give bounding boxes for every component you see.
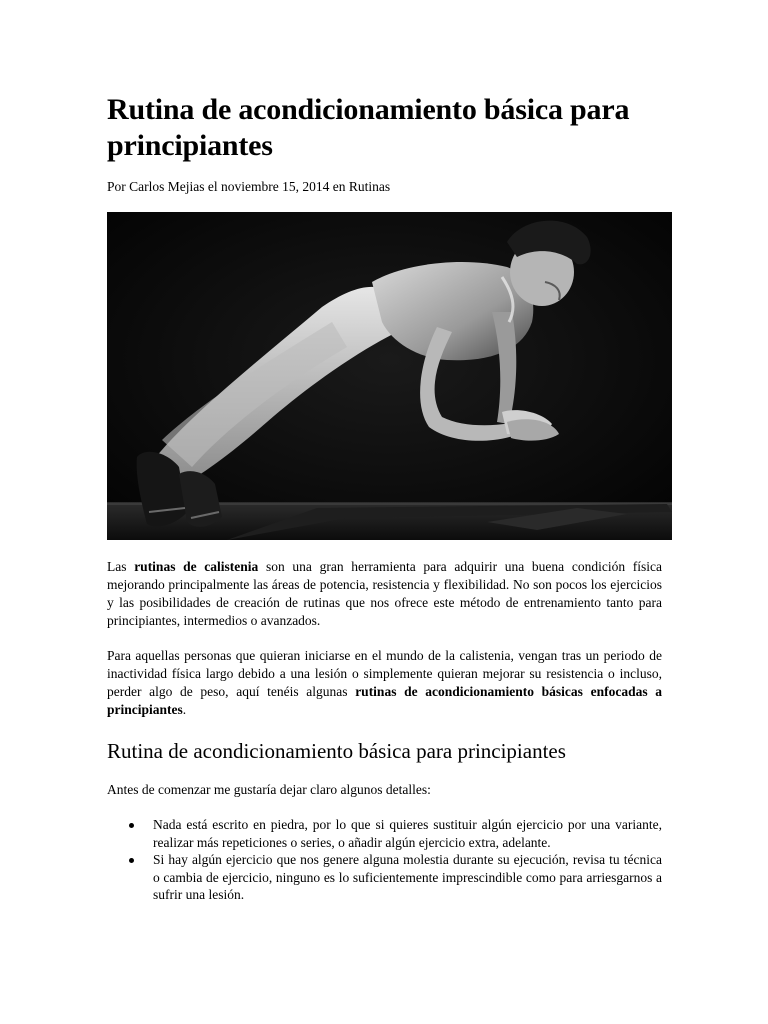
paragraph-intro — [107, 558, 662, 630]
byline — [107, 178, 390, 195]
byline-date-prefix: el — [207, 179, 218, 194]
paragraph2-lead: Para aquellas personas que quieran iniciarse en el mundo de la calistenia, vengan tras un periodo de inactividad física largo debido a una lesión o simplemente quieran mejorar su resistencia o incluso, perder algo de peso, aquí tenéis algunas — [107, 648, 662, 699]
list-item — [107, 816, 662, 851]
bullet-icon — [129, 858, 134, 863]
section-intro: Antes de comenzar me gustaría dejar claro algunos detalles: — [107, 782, 431, 797]
paragraph1-rest: son una gran herramienta para adquirir una buena condición física mejorando principalmente las áreas de potencia, resistencia y flexibilidad. No son pocos los ejercicios y las posibilidades de creación de rutinas que nos ofrece este método de entrenamiento tanto para principiantes, intermedios o avanzados. — [107, 559, 662, 628]
list-item-text: Nada está escrito en piedra, por lo que si quieres sustituir algún ejercicio por una variante, realizar más repeticiones o series, o añadir algún ejercicio extra, adelante. — [153, 817, 662, 850]
list-item-text: Si hay algún ejercicio que nos genere alguna molestia durante su ejecución, revisa tu técnica o cambia de ejercicio, ninguno es lo suficientemente imprescindible como para arriesgarnos a sufrir una lesión. — [153, 852, 662, 902]
byline-date: noviembre 15, 2014 — [221, 179, 330, 194]
paragraph2-bold: rutinas de acondicionamiento básicas enfocadas a principiantes — [107, 684, 662, 717]
bullet-icon — [129, 823, 134, 828]
byline-prefix: Por — [107, 179, 126, 194]
article-title: Rutina de acondicionamiento básica para principiantes — [107, 93, 630, 162]
byline-category-prefix: en — [332, 179, 346, 194]
section-heading: Rutina de acondicionamiento básica para principiantes — [107, 739, 566, 763]
details-list — [107, 816, 662, 904]
hero-photo-pushup — [107, 212, 672, 540]
paragraph1-bold: rutinas de calistenia — [134, 559, 259, 574]
paragraph-beginners — [107, 647, 662, 719]
list-item — [107, 851, 662, 904]
paragraph1-lead: Las — [107, 559, 127, 574]
paragraph2-end: . — [182, 702, 187, 717]
byline-author[interactable]: Carlos Mejias — [129, 179, 205, 194]
byline-category[interactable]: Rutinas — [348, 179, 391, 194]
